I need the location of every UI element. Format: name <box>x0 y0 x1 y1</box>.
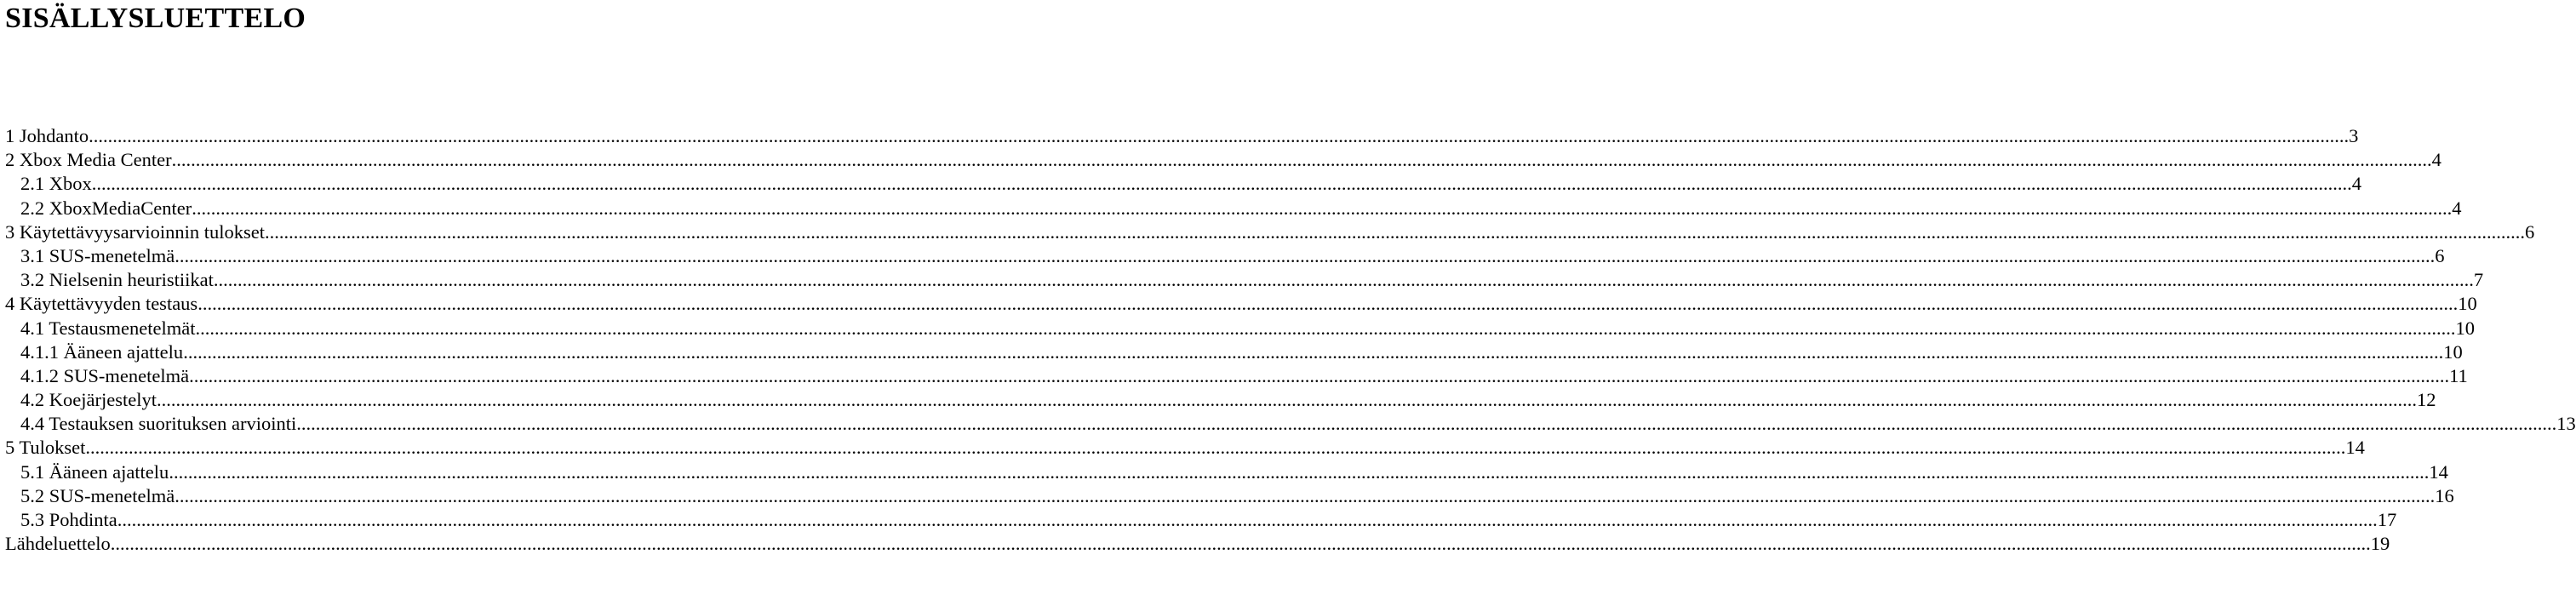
toc-dot-leader <box>85 436 2345 460</box>
toc-entry-page: 16 <box>2435 484 2454 506</box>
toc-entry[interactable] <box>5 317 2475 340</box>
toc-entry-page: 17 <box>2377 509 2397 530</box>
toc-entry-page: 6 <box>2524 220 2535 243</box>
toc-entry-label: 4.1.1 Ääneen ajattelu <box>20 340 184 363</box>
toc-entry-page: 4 <box>2452 197 2462 219</box>
toc-entry-label: 4.1 Testausmenetelmät <box>20 317 196 339</box>
toc-entry-page: 13 <box>2556 413 2576 435</box>
toc-entry[interactable] <box>5 148 2441 172</box>
toc-entry[interactable] <box>5 220 2535 244</box>
toc-entry[interactable] <box>5 508 2397 532</box>
toc-entry-label: 2 Xbox Media Center <box>5 149 172 171</box>
toc-entry-label: 4 Käytettävyyden testaus <box>5 293 198 315</box>
toc-dot-leader <box>172 148 2432 172</box>
toc-entry[interactable] <box>5 244 2445 268</box>
toc-entry[interactable] <box>5 340 2463 364</box>
toc-dot-leader <box>192 197 2452 220</box>
toc-entry-page: 19 <box>2370 533 2390 555</box>
toc-entry-page: 4 <box>2431 149 2441 171</box>
toc-entry-page: 4 <box>2351 173 2361 195</box>
toc-dot-leader <box>111 532 2371 556</box>
toc-dot-leader <box>214 268 2474 292</box>
toc-dot-leader <box>183 340 2443 364</box>
toc-entry[interactable] <box>5 484 2454 508</box>
toc-entry-label: 3 Käytettävyysarvioinnin tulokset <box>5 220 265 243</box>
toc-entry-label: Lähdeluettelo <box>5 533 111 555</box>
toc-dot-leader <box>175 484 2435 508</box>
toc-dot-leader <box>189 364 2449 388</box>
toc-entry-page: 3 <box>2349 125 2359 146</box>
toc-entry-page: 10 <box>2458 293 2477 315</box>
toc-entry[interactable] <box>5 268 2484 292</box>
toc-entry-page: 10 <box>2455 317 2475 339</box>
toc-dot-leader <box>89 124 2349 148</box>
toc-entry[interactable] <box>5 412 2576 436</box>
toc-dot-leader <box>117 508 2378 532</box>
toc-entry[interactable] <box>5 124 2359 148</box>
toc-entry-label: 3.1 SUS-menetelmä <box>20 244 175 266</box>
toc-dot-leader <box>197 292 2458 316</box>
toc-dot-leader <box>169 460 2429 484</box>
page-title: SISÄLLYSLUETTELO <box>5 3 306 34</box>
toc-entry-page: 14 <box>2429 460 2448 483</box>
toc-entry-label: 5 Tulokset <box>5 437 86 459</box>
toc-dot-leader <box>157 388 2417 412</box>
toc-dot-leader <box>92 172 2352 196</box>
toc-entry[interactable] <box>5 292 2477 316</box>
toc-entry[interactable] <box>5 388 2436 412</box>
toc-entry-label: 3.2 Nielsenin heuristiikat <box>20 269 214 291</box>
toc-entry[interactable] <box>5 172 2361 196</box>
toc-entry[interactable] <box>5 460 2448 484</box>
toc-entry-label: 4.2 Koejärjestelyt <box>20 389 157 411</box>
toc-entry-page: 14 <box>2345 437 2365 459</box>
toc-entry-page: 12 <box>2416 389 2436 411</box>
toc-entry-label: 2.1 Xbox <box>20 173 92 195</box>
toc-entry-label: 5.2 SUS-menetelmä <box>20 484 175 506</box>
toc-entry-label: 2.2 XboxMediaCenter <box>20 197 192 219</box>
toc-entry-label: 1 Johdanto <box>5 125 89 146</box>
toc-entry-label: 4.4 Testauksen suorituksen arviointi <box>20 413 297 435</box>
toc-entry-page: 7 <box>2473 269 2484 291</box>
toc-dot-leader <box>195 317 2455 340</box>
table-of-contents <box>5 124 2576 556</box>
toc-entry-page: 11 <box>2449 364 2468 386</box>
toc-entry-page: 10 <box>2443 340 2463 363</box>
toc-entry[interactable] <box>5 436 2365 460</box>
toc-entry[interactable] <box>5 197 2462 220</box>
toc-entry-label: 5.1 Ääneen ajattelu <box>20 460 169 483</box>
toc-entry-page: 6 <box>2435 244 2445 266</box>
toc-entry-label: 5.3 Pohdinta <box>20 509 117 530</box>
toc-entry[interactable] <box>5 364 2468 388</box>
toc-dot-leader <box>296 412 2556 436</box>
toc-entry[interactable] <box>5 532 2390 556</box>
toc-entry-label: 4.1.2 SUS-menetelmä <box>20 364 190 386</box>
toc-dot-leader <box>175 244 2435 268</box>
toc-dot-leader <box>265 220 2525 244</box>
